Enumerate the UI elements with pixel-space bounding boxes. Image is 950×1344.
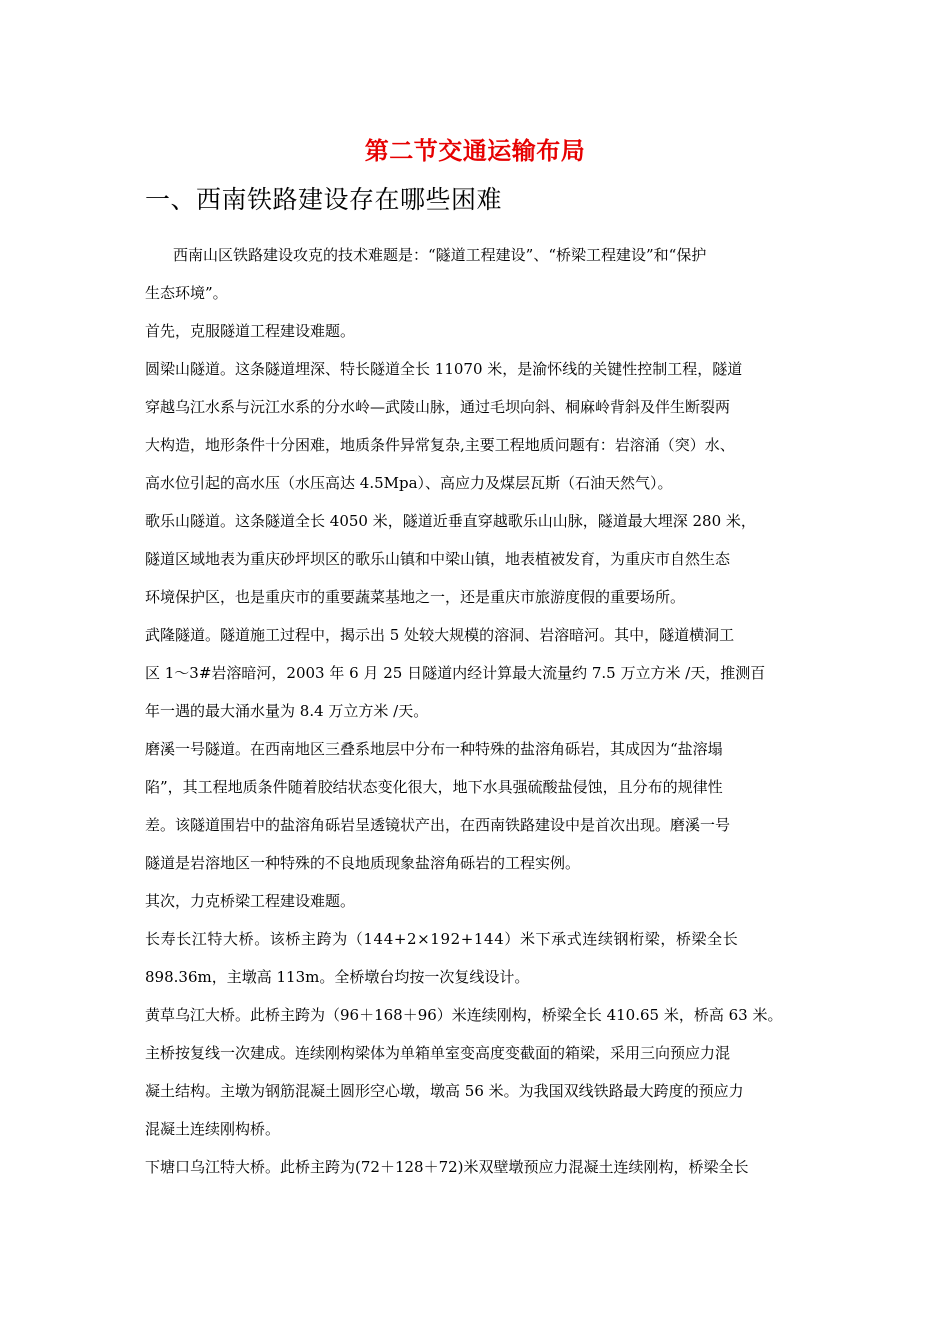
section-heading: 一、西南铁路建设存在哪些困难 (145, 185, 503, 214)
paragraph-line: 混凝土连续刚构桥。 (145, 1120, 281, 1138)
paragraph-line: 主桥按复线一次建成。连续刚构梁体为单箱单室变高度变截面的箱梁，采用三向预应力混 (145, 1044, 731, 1062)
paragraph-line: 区 1～3#岩溶暗河，2003 年 6 月 25 日隧道内经计算最大流量约 7.5 万立方米 /天，推测百 (145, 664, 766, 682)
paragraph-line: 高水位引起的高水压（水压高达 4.5Mpa）、高应力及煤层瓦斯（石油天然气）。 (145, 474, 673, 492)
paragraph-line: 年一遇的最大涌水量为 8.4 万立方米 /天。 (145, 702, 429, 720)
paragraph-line: 磨溪一号隧道。在西南地区三叠系地层中分布一种特殊的盐溶角砾岩，其成因为“盐溶塌 (145, 740, 723, 758)
body-text (145, 236, 821, 1186)
paragraph-line: 凝土结构。主墩为钢筋混凝土圆形空心墩，墩高 56 米。为我国双线铁路最大跨度的预应力 (145, 1082, 744, 1100)
paragraph-line: 武隆隧道。隧道施工过程中，揭示出 5 处较大规模的溶洞、岩溶暗河。其中，隧道横洞工 (145, 626, 735, 644)
paragraph-line: 西南山区铁路建设攻克的技术难题是：“隧道工程建设”、“桥梁工程建设”和“保护 (173, 246, 707, 264)
paragraph-line: 圆梁山隧道。这条隧道埋深、特长隧道全长 11070 米，是渝怀线的关键性控制工程，隧道 (145, 360, 743, 378)
paragraph-line: 黄草乌江大桥。此桥主跨为（96＋168＋96）米连续刚构，桥梁全长 410.65 米，桥高 63 米。 (145, 1006, 783, 1024)
paragraph-line: 其次，力克桥梁工程建设难题。 (145, 892, 356, 910)
paragraph-line: 长寿长江特大桥。该桥主跨为（144+2×192+144）米下承式连续钢桁梁，桥梁全长 (145, 930, 739, 948)
paragraph-line: 首先，克服隧道工程建设难题。 (145, 322, 356, 340)
paragraph-line: 下塘口乌江特大桥。此桥主跨为(72＋128＋72)米双壁墩预应力混凝土连续刚构，桥梁全长 (145, 1158, 749, 1176)
page-title: 第二节交通运输布局 (364, 136, 586, 165)
paragraph-line: 环境保护区，也是重庆市的重要蔬菜基地之一，还是重庆市旅游度假的重要场所。 (145, 588, 686, 606)
paragraph-line: 大构造，地形条件十分困难，地质条件异常复杂,主要工程地质问题有：岩溶涌（突）水、 (145, 436, 735, 454)
paragraph-line: 生态环境”。 (145, 284, 228, 302)
paragraph-line: 隧道是岩溶地区一种特殊的不良地质现象盐溶角砾岩的工程实例。 (145, 854, 581, 872)
paragraph-line: 穿越乌江水系与沅江水系的分水岭—武陵山脉，通过毛坝向斜、桐麻岭背斜及伴生断裂两 (145, 398, 731, 416)
paragraph-line: 差。该隧道围岩中的盐溶角砾岩呈透镜状产出，在西南铁路建设中是首次出现。磨溪一号 (145, 816, 731, 834)
paragraph-line: 陷”，其工程地质条件随着胶结状态变化很大，地下水具强硫酸盐侵蚀，且分布的规律性 (145, 778, 723, 796)
paragraph-line: 歌乐山隧道。这条隧道全长 4050 米，隧道近垂直穿越歌乐山山脉，隧道最大埋深 280 米， (145, 512, 756, 530)
paragraph-line: 隧道区域地表为重庆砂坪坝区的歌乐山镇和中梁山镇，地表植被发育，为重庆市自然生态 (145, 550, 731, 568)
paragraph-line: 898.36m，主墩高 113m。全桥墩台均按一次复线设计。 (145, 968, 530, 986)
